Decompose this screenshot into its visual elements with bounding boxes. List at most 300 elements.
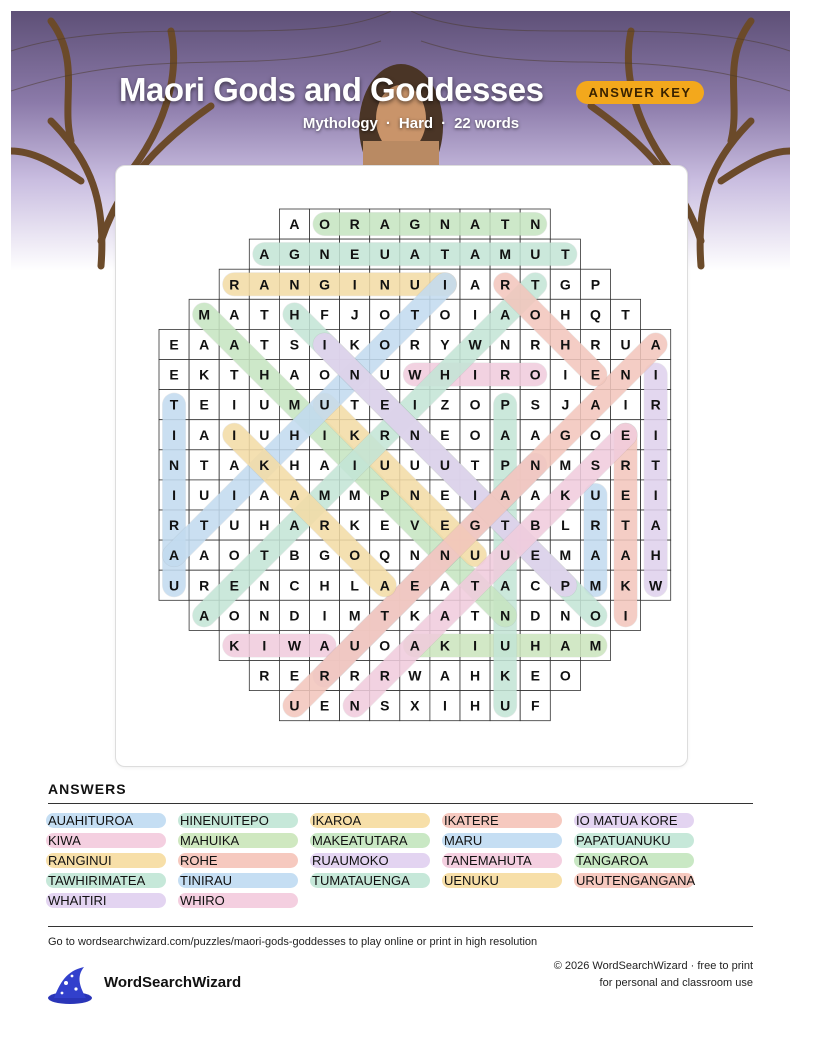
grid-letter: M xyxy=(499,246,511,263)
grid-letter: T xyxy=(621,517,630,534)
grid-letter: T xyxy=(470,607,480,624)
answer-rohe xyxy=(180,852,218,869)
grid-letter: M xyxy=(589,577,602,594)
grid-letter: U xyxy=(620,336,631,353)
answer-key-badge: ANSWER KEY xyxy=(576,81,704,104)
wizard-hat-icon xyxy=(46,963,94,1007)
footer-url-text: Go to wordsearchwizard.com/puzzles/maori-gods-goddesses to play online or print in high resolution xyxy=(48,936,538,948)
grid-letter: M xyxy=(318,486,331,503)
answer-io-matua-kore xyxy=(576,812,678,829)
grid-letter: F xyxy=(530,697,540,714)
grid-letter: R xyxy=(590,517,601,534)
grid-letter: R xyxy=(650,396,661,413)
grid-letter: U xyxy=(379,366,390,383)
grid-letter: A xyxy=(289,486,300,503)
grid-letter: I xyxy=(473,637,477,654)
grid-letter: A xyxy=(379,577,390,594)
grid-letter: I xyxy=(412,396,417,413)
grid-letter: T xyxy=(260,336,269,353)
grid-letter: A xyxy=(530,486,541,503)
answer-ranginui xyxy=(48,852,112,869)
grid-letter: N xyxy=(409,426,420,443)
grid-letter: O xyxy=(529,366,541,383)
grid-letter: U xyxy=(409,456,420,473)
grid-letter: U xyxy=(349,637,360,654)
grid-letter: A xyxy=(319,456,330,473)
grid-letter: A xyxy=(259,276,270,293)
grid-letter: O xyxy=(379,637,391,654)
grid-letter: N xyxy=(620,366,631,383)
grid-letter: K xyxy=(439,637,451,654)
letter-grid xyxy=(116,166,687,766)
grid-letter: P xyxy=(500,396,510,413)
grid-letter: O xyxy=(590,607,601,624)
grid-letter: U xyxy=(500,637,511,654)
grid-letter: E xyxy=(169,366,179,383)
grid-letter: N xyxy=(500,336,511,353)
grid-letter: R xyxy=(500,276,511,293)
grid-letter: W xyxy=(408,366,422,383)
grid-letter: E xyxy=(289,667,300,684)
grid-letter: D xyxy=(289,607,300,624)
grid-letter: G xyxy=(319,547,330,564)
grid-letter: H xyxy=(289,306,300,323)
grid-letter: E xyxy=(380,396,390,413)
grid-letter: K xyxy=(259,456,270,473)
grid-letter: R xyxy=(409,336,420,353)
grid-letter: I xyxy=(473,306,477,323)
answer-ruaumoko xyxy=(312,852,389,869)
grid-letter: H xyxy=(289,426,300,443)
grid-letter: L xyxy=(561,517,570,534)
answer-papatuanuku xyxy=(576,832,671,849)
grid-letter: G xyxy=(409,216,421,233)
grid-letter: I xyxy=(232,486,237,503)
grid-letter: T xyxy=(621,306,630,323)
grid-letter: N xyxy=(409,486,420,503)
grid-letter: X xyxy=(410,697,420,714)
grid-letter: I xyxy=(352,456,357,473)
answer-word: IO MATUA KORE xyxy=(576,813,678,828)
grid-letter: O xyxy=(319,366,330,383)
grid-letter: Q xyxy=(379,547,391,564)
grid-letter: N xyxy=(349,366,360,383)
grid-letter: N xyxy=(439,216,451,233)
answer-mahuika xyxy=(180,832,239,849)
answer-word: UENUKU xyxy=(444,873,499,888)
grid-letter: R xyxy=(500,366,511,383)
grid-letter: K xyxy=(349,426,360,443)
answer-word: TAWHIRIMATEA xyxy=(48,873,146,888)
grid-letter: A xyxy=(289,366,300,383)
grid-letter: N xyxy=(500,607,511,624)
grid-letter: N xyxy=(439,547,451,564)
grid-letter: T xyxy=(500,216,510,233)
grid-letter: M xyxy=(559,547,572,564)
answer-auahituroa xyxy=(48,812,133,829)
grid-letter: T xyxy=(470,577,480,594)
grid-letter: H xyxy=(289,456,300,473)
answer-word: MAHUIKA xyxy=(180,833,240,848)
puzzle-card xyxy=(115,165,688,767)
grid-letter: C xyxy=(289,577,300,594)
answer-tumatauenga xyxy=(312,872,410,889)
grid-letter: O xyxy=(379,336,391,353)
grid-letter: I xyxy=(172,486,176,503)
grid-letter: K xyxy=(500,667,511,684)
answer-whaitiri xyxy=(48,892,107,909)
grid-letter: W xyxy=(649,577,663,594)
grid-letter: A xyxy=(439,577,451,594)
grid-letter: U xyxy=(229,517,240,534)
grid-letter: O xyxy=(559,667,571,684)
grid-letter: T xyxy=(350,396,359,413)
grid-letter: E xyxy=(229,577,239,594)
brand-name: WordSearchWizard xyxy=(104,974,242,991)
grid-letter: M xyxy=(348,486,361,503)
grid-letter: T xyxy=(169,396,179,413)
grid-letter: I xyxy=(623,396,628,413)
answer-makeatutara xyxy=(312,832,408,849)
grid-letter: E xyxy=(199,396,209,413)
grid-letter: S xyxy=(289,336,300,353)
grid-letter: N xyxy=(349,697,360,714)
grid-letter: T xyxy=(199,456,209,473)
page-title: Maori Gods and Goddesses xyxy=(119,71,544,108)
answer-word: PAPATUANUKU xyxy=(576,833,671,848)
grid-letter: A xyxy=(530,426,541,443)
grid-letter: R xyxy=(590,336,601,353)
grid-letter: M xyxy=(589,637,602,654)
answer-word: TUMATAUENGA xyxy=(312,873,410,888)
grid-letter: I xyxy=(322,607,327,624)
answer-tinirau xyxy=(180,872,232,889)
category-label: Mythology xyxy=(302,115,378,132)
answer-word: ROHE xyxy=(180,853,218,868)
grid-letter: I xyxy=(563,366,568,383)
grid-letter: T xyxy=(530,276,540,293)
grid-letter: N xyxy=(409,547,420,564)
grid-letter: K xyxy=(620,577,631,594)
grid-letter: O xyxy=(349,547,361,564)
grid-letter: I xyxy=(172,426,176,443)
answer-whiro xyxy=(180,892,225,909)
grid-letter: T xyxy=(260,306,269,323)
answers-heading: ANSWERS xyxy=(48,781,127,797)
grid-letter: N xyxy=(289,276,300,293)
grid-letter: P xyxy=(560,577,571,594)
grid-letter: E xyxy=(530,547,540,564)
grid-letter: I xyxy=(322,336,327,353)
grid-letter: R xyxy=(620,456,631,473)
grid-letter: O xyxy=(590,426,601,443)
grid-letter: G xyxy=(559,276,571,293)
grid-letter: M xyxy=(198,306,210,323)
grid-letter: E xyxy=(410,577,420,594)
grid-letter: E xyxy=(349,246,360,263)
grid-letter: S xyxy=(380,697,390,714)
answer-word: TINIRAU xyxy=(180,873,232,888)
grid-letter: E xyxy=(530,667,540,684)
answer-word: AUAHITUROA xyxy=(48,813,134,828)
grid-letter: T xyxy=(199,517,209,534)
answer-word: RUAUMOKO xyxy=(312,853,389,868)
grid-letter: U xyxy=(289,697,300,714)
grid-letter: N xyxy=(530,216,541,233)
grid-letter: I xyxy=(443,697,447,714)
grid-letter: P xyxy=(380,486,390,503)
grid-letter: T xyxy=(440,246,450,263)
grid-letter: G xyxy=(319,276,330,293)
grid-letter: A xyxy=(650,336,661,353)
grid-letter: O xyxy=(439,306,451,323)
grid-letter: Z xyxy=(440,396,450,413)
grid-letter: W xyxy=(408,667,422,684)
grid-letter: U xyxy=(259,426,270,443)
grid-letter: H xyxy=(319,577,330,594)
grid-letter: M xyxy=(348,607,361,624)
grid-letter: J xyxy=(350,306,359,323)
grid-letter: I xyxy=(262,637,267,654)
grid-letter: H xyxy=(530,637,541,654)
answer-word: HINENUITEPO xyxy=(180,813,269,828)
answer-uenuku xyxy=(444,872,499,889)
grid-letter: T xyxy=(651,456,660,473)
grid-letter: N xyxy=(530,456,541,473)
grid-letter: R xyxy=(168,517,180,534)
answer-ikatere xyxy=(444,812,499,829)
grid-letter: A xyxy=(229,336,240,353)
answer-word: WHIRO xyxy=(180,893,225,908)
grid-letter: K xyxy=(560,486,571,503)
grid-letter: H xyxy=(469,697,481,714)
grid-letter: U xyxy=(500,697,511,714)
grid-letter: I xyxy=(473,366,477,383)
answer-word: IKAROA xyxy=(312,813,362,828)
grid-letter: N xyxy=(168,456,180,473)
divider xyxy=(48,926,753,927)
grid-letter: O xyxy=(319,216,330,233)
grid-letter: A xyxy=(409,246,420,263)
grid-letter: A xyxy=(199,426,210,443)
grid-letter: U xyxy=(590,486,601,503)
grid-letter: I xyxy=(352,276,357,293)
grid-letter: R xyxy=(349,667,360,684)
puzzle-meta: Mythology · Hard · 22 words xyxy=(302,115,520,132)
grid-letter: H xyxy=(469,667,481,684)
grid-letter: R xyxy=(229,276,240,293)
answer-tangaroa xyxy=(576,852,648,869)
grid-letter: I xyxy=(443,276,447,293)
grid-letter: H xyxy=(560,336,571,353)
grid-letter: A xyxy=(650,517,661,534)
answer-word: TANGAROA xyxy=(576,853,648,868)
grid-letter: E xyxy=(440,517,450,534)
grid-letter: I xyxy=(232,396,237,413)
grid-letter: A xyxy=(199,607,210,624)
answer-word: IKATERE xyxy=(444,813,499,828)
grid-letter: A xyxy=(259,486,270,503)
grid-letter: H xyxy=(650,547,661,564)
grid-letter: O xyxy=(228,547,240,564)
grid-letter: H xyxy=(259,366,270,383)
grid-letter: K xyxy=(349,336,360,353)
divider xyxy=(48,803,753,804)
grid-letter: U xyxy=(409,276,420,293)
answer-word: TANEMAHUTA xyxy=(444,853,532,868)
grid-letter: H xyxy=(259,517,270,534)
grid-letter: H xyxy=(560,306,571,323)
answer-word: MARU xyxy=(444,833,483,848)
answer-kiwa xyxy=(48,832,81,849)
grid-letter: U xyxy=(379,246,390,263)
grid-letter: E xyxy=(590,366,601,383)
answer-word: URUTENGANGANA xyxy=(576,873,696,888)
grid-letter: S xyxy=(530,396,540,413)
grid-letter: U xyxy=(439,456,451,473)
grid-letter: G xyxy=(469,517,481,534)
grid-letter: O xyxy=(529,306,541,323)
grid-letter: A xyxy=(379,216,390,233)
grid-letter: R xyxy=(319,517,330,534)
grid-letter: M xyxy=(559,456,572,473)
grid-letter: L xyxy=(350,577,359,594)
grid-letter: K xyxy=(349,517,360,534)
grid-letter: A xyxy=(199,547,210,564)
grid-letter: I xyxy=(653,366,658,383)
grid-letter: A xyxy=(289,216,300,233)
grid-letter: R xyxy=(530,336,541,353)
grid-letter: R xyxy=(379,667,390,684)
grid-letter: E xyxy=(380,517,390,534)
grid-letter: A xyxy=(500,577,511,594)
grid-letter: T xyxy=(229,366,239,383)
grid-letter: C xyxy=(530,577,541,594)
grid-letter: U xyxy=(199,486,210,503)
grid-letter: J xyxy=(561,396,570,413)
grid-letter: N xyxy=(259,607,270,624)
grid-letter: P xyxy=(590,276,601,293)
grid-letter: D xyxy=(530,607,541,624)
grid-letter: P xyxy=(500,456,510,473)
grid-letter: A xyxy=(590,396,601,413)
grid-letter: R xyxy=(379,426,390,443)
grid-letter: E xyxy=(169,336,179,353)
grid-letter: A xyxy=(199,336,210,353)
grid-letter: W xyxy=(287,637,302,654)
grid-letter: A xyxy=(319,637,330,654)
grid-letter: Q xyxy=(590,306,601,323)
grid-letter: I xyxy=(473,486,477,503)
grid-letter: I xyxy=(232,426,237,443)
answer-hinenuitepo xyxy=(180,812,269,829)
grid-letter: I xyxy=(653,486,658,503)
grid-letter: A xyxy=(500,306,511,323)
grid-letter: E xyxy=(620,426,631,443)
grid-letter: T xyxy=(410,306,420,323)
grid-letter: K xyxy=(229,637,240,654)
answer-word: RANGINUI xyxy=(48,853,112,868)
grid-letter: A xyxy=(500,486,511,503)
copyright-text: © 2026 WordSearchWizard · free to print for personal and classroom use xyxy=(553,960,753,989)
grid-letter: T xyxy=(380,607,390,624)
grid-letter: A xyxy=(590,547,601,564)
grid-letter: O xyxy=(228,607,240,624)
grid-letter: E xyxy=(319,697,330,714)
grid-letter: U xyxy=(259,396,270,413)
grid-letter: N xyxy=(319,246,330,263)
answer-ikaroa xyxy=(312,812,361,829)
grid-letter: U xyxy=(500,547,511,564)
grid-letter: T xyxy=(260,547,269,564)
grid-letter: H xyxy=(439,366,451,383)
grid-letter: N xyxy=(560,607,571,624)
grid-letter: O xyxy=(469,396,481,413)
grid-letter: A xyxy=(439,607,451,624)
grid-letter: I xyxy=(322,426,327,443)
grid-letter: U xyxy=(530,246,541,263)
grid-letter: U xyxy=(379,456,390,473)
grid-letter: T xyxy=(470,456,480,473)
grid-letter: B xyxy=(289,547,300,564)
grid-letter: G xyxy=(559,426,571,443)
answer-word: MAKEATUTARA xyxy=(312,833,408,848)
grid-letter: K xyxy=(199,366,210,383)
word-count-label: 22 words xyxy=(454,115,520,132)
grid-letter: N xyxy=(259,577,270,594)
grid-letter: A xyxy=(439,667,451,684)
grid-letter: A xyxy=(469,246,481,263)
grid-letter: U xyxy=(319,396,330,413)
grid-letter: A xyxy=(500,426,511,443)
grid-letter: R xyxy=(349,216,360,233)
grid-letter: T xyxy=(500,517,510,534)
answer-word: KIWA xyxy=(48,833,81,848)
answer-tanemahuta xyxy=(444,852,532,869)
grid-letter: I xyxy=(623,607,628,624)
grid-letter: N xyxy=(379,276,390,293)
grid-letter: A xyxy=(289,517,300,534)
grid-letter: R xyxy=(319,667,330,684)
grid-letter: O xyxy=(469,426,481,443)
grid-letter: A xyxy=(259,246,270,263)
grid-letter: K xyxy=(409,607,420,624)
difficulty-label: Hard xyxy=(398,115,434,132)
answer-urutengangana xyxy=(576,872,695,889)
grid-letter: A xyxy=(560,637,571,654)
grid-letter: A xyxy=(229,306,240,323)
grid-letter: A xyxy=(469,216,481,233)
grid-letter: A xyxy=(469,276,481,293)
grid-letter: E xyxy=(440,426,450,443)
grid-letter: W xyxy=(468,336,482,353)
grid-letter: I xyxy=(653,426,658,443)
grid-letter: T xyxy=(561,246,570,263)
answer-maru xyxy=(444,832,482,849)
grid-letter: A xyxy=(229,456,240,473)
answer-tawhirimatea xyxy=(48,872,145,889)
grid-letter: F xyxy=(320,306,329,323)
grid-letter: A xyxy=(620,547,631,564)
grid-letter: V xyxy=(410,517,420,534)
grid-letter: E xyxy=(620,486,631,503)
grid-letter: G xyxy=(289,246,300,263)
grid-letter: M xyxy=(288,396,301,413)
grid-letter: O xyxy=(379,306,391,323)
grid-letter: B xyxy=(530,517,541,534)
grid-letter: S xyxy=(590,456,601,473)
grid-letter: U xyxy=(168,577,180,594)
